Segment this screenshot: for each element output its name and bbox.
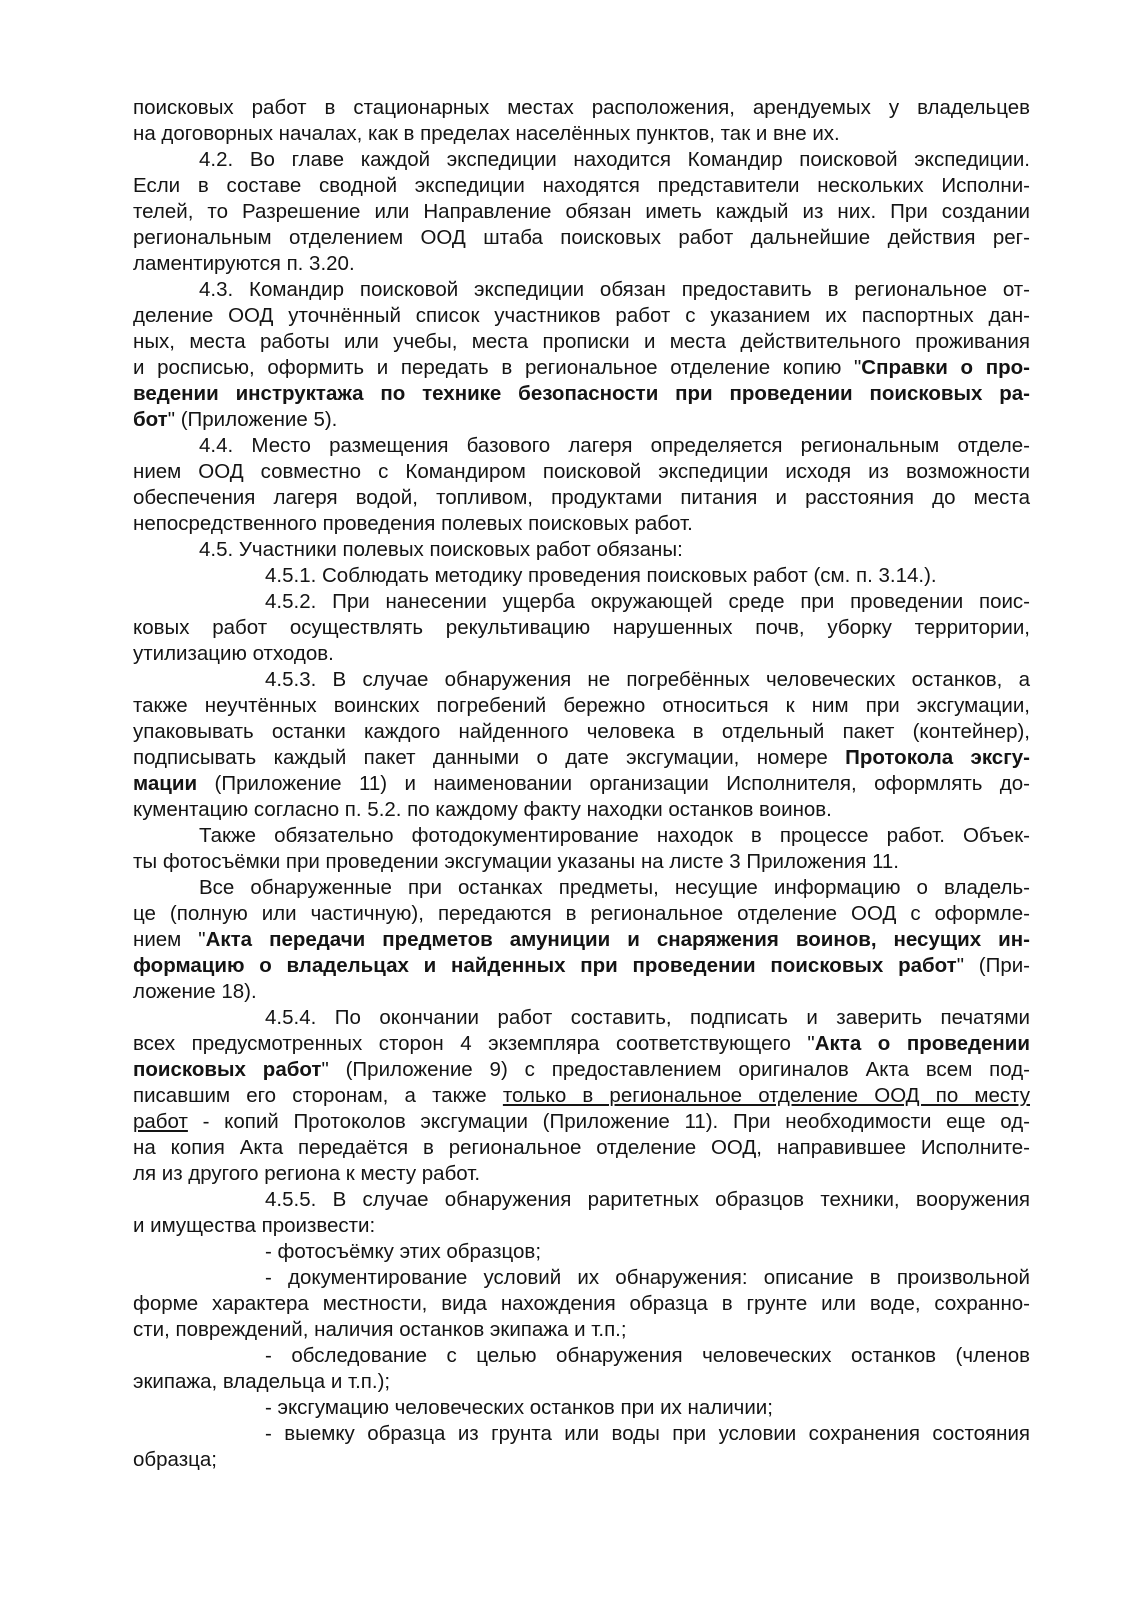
- text-segment: 4.5.2. При нанесении ущерба окружающей среде при проведении поис-: [265, 590, 1030, 613]
- text-segment: образца;: [133, 1448, 217, 1471]
- text-segment: обеспечения лагеря водой, топливом, продуктами питания и расстояния до места: [133, 486, 1030, 509]
- text-line: [133, 745, 1030, 771]
- text-line: [133, 1291, 1030, 1317]
- text-line: [265, 667, 1030, 693]
- text-line: [133, 927, 1030, 953]
- text-segment: ных, места работы или учебы, места прописки и места действительного проживания: [133, 330, 1030, 353]
- text-segment: Если в составе сводной экспедиции находятся представители нескольких Исполни-: [133, 174, 1030, 197]
- text-segment: нием ООД совместно с Командиром поисковой экспедиции исходя из возможности: [133, 460, 1030, 483]
- text-segment: 4.5.1. Соблюдать методику проведения поисковых работ (см. п. 3.14.).: [265, 564, 937, 587]
- text-segment: " (Приложение 5).: [167, 408, 338, 431]
- text-segment: це (полную или частичную), передаются в региональное отделение ООД с оформле-: [133, 902, 1030, 925]
- text-segment: и росписью, оформить и передать в региональное отделение копию ": [133, 356, 862, 379]
- text-segment: - копий Протоколов эксгумации (Приложение 11). При необходимости еще од-: [187, 1110, 1030, 1133]
- text-segment: Все обнаруженные при останках предметы, несущие информацию о владель-: [199, 876, 1030, 899]
- text-segment: 4.5. Участники полевых поисковых работ обязаны:: [199, 538, 683, 561]
- text-line: [133, 1057, 1030, 1083]
- bold-text-segment: ведении инструктажа по технике безопасности при проведении поисковых ра-: [133, 382, 1030, 405]
- text-line: [133, 979, 1030, 1005]
- text-line: [265, 563, 1030, 589]
- bold-text-segment: формацию о владельцах и найденных при проведении поисковых работ: [133, 954, 957, 977]
- text-line: [133, 355, 1030, 381]
- bold-text-segment: Акта о проведении: [814, 1032, 1030, 1055]
- text-line: [265, 1005, 1030, 1031]
- text-segment: - эксгумацию человеческих останков при их наличии;: [265, 1396, 773, 1419]
- text-segment: ложение 18).: [133, 980, 257, 1003]
- text-segment: - документирование условий их обнаружения: описание в произвольной: [265, 1266, 1030, 1289]
- bold-text-segment: бот: [133, 408, 168, 431]
- text-line: [133, 1369, 1030, 1395]
- text-line: [133, 797, 1030, 823]
- text-segment: форме характера местности, вида нахождения образца в грунте или воде, сохранно-: [133, 1292, 1030, 1315]
- text-line: [265, 1239, 1030, 1265]
- text-line: [133, 303, 1030, 329]
- text-segment: ты фотосъёмки при проведении эксгумации указаны на листе 3 Приложения 11.: [133, 850, 899, 873]
- text-segment: телей, то Разрешение или Направление обязан иметь каждый из них. При создании: [133, 200, 1030, 223]
- text-line: [133, 1083, 1030, 1109]
- text-line: [133, 1135, 1030, 1161]
- text-line: [133, 1031, 1030, 1057]
- text-line: [133, 771, 1030, 797]
- text-segment: (Приложение 11) и наименовании организации Исполнителя, оформлять до-: [197, 772, 1030, 795]
- text-line: [133, 459, 1030, 485]
- text-line: [133, 693, 1030, 719]
- text-segment: и имущества произвести:: [133, 1214, 376, 1237]
- bold-text-segment: поисковых работ: [133, 1058, 322, 1081]
- text-line: [133, 641, 1030, 667]
- text-segment: Также обязательно фотодокументирование находок в процессе работ. Объек-: [199, 824, 1030, 847]
- text-line: [133, 329, 1030, 355]
- bold-text-segment: мации: [133, 772, 198, 795]
- text-line: [265, 1343, 1030, 1369]
- text-segment: 4.5.3. В случае обнаружения не погребённых человеческих останков, а: [265, 668, 1030, 691]
- text-line: [199, 433, 1030, 459]
- text-segment: поисковых работ в стационарных местах расположения, арендуемых у владельцев: [133, 96, 1030, 119]
- text-segment: - обследование с целью обнаружения человеческих останков (членов: [265, 1344, 1030, 1367]
- text-line: [265, 589, 1030, 615]
- text-segment: кументацию согласно п. 5.2. по каждому факту находки останков воинов.: [133, 798, 832, 821]
- text-line: [199, 147, 1030, 173]
- text-line: [199, 823, 1030, 849]
- text-segment: ламентируются п. 3.20.: [133, 252, 355, 275]
- text-segment: непосредственного проведения полевых поисковых работ.: [133, 512, 693, 535]
- text-segment: 4.5.4. По окончании работ составить, подписать и заверить печатями: [265, 1006, 1030, 1029]
- text-segment: 4.5.5. В случае обнаружения раритетных образцов техники, вооружения: [265, 1188, 1030, 1211]
- text-line: [133, 173, 1030, 199]
- text-line: [133, 511, 1030, 537]
- text-line: [133, 251, 1030, 277]
- text-segment: региональным отделением ООД штаба поисковых работ дальнейшие действия рег-: [133, 226, 1030, 249]
- text-line: [265, 1265, 1030, 1291]
- text-segment: упаковывать останки каждого найденного человека в отдельный пакет (контейнер),: [133, 720, 1030, 743]
- text-segment: также неучтённых воинских погребений бережно относиться к ним при эксгумации,: [133, 694, 1030, 717]
- bold-text-segment: Акта передачи предметов амуниции и снаряжения воинов, несущих ин-: [205, 928, 1030, 951]
- text-line: [133, 901, 1030, 927]
- text-line: [133, 1213, 1030, 1239]
- text-segment: на договорных началах, как в пределах населённых пунктов, так и вне их.: [133, 122, 840, 145]
- text-line: [133, 849, 1030, 875]
- bold-text-segment: Протокола эксгу-: [845, 746, 1030, 769]
- text-line: [133, 407, 1030, 433]
- text-segment: деление ООД уточнённый список участников работ с указанием их паспортных дан-: [133, 304, 1030, 327]
- text-line: [133, 225, 1030, 251]
- text-line: [133, 95, 1030, 121]
- text-line: [133, 1447, 1030, 1473]
- bold-text-segment: Справки о про-: [861, 356, 1030, 379]
- underlined-text-segment: только в региональное отделение ООД по месту: [502, 1084, 1030, 1107]
- text-segment: ковых работ осуществлять рекультивацию нарушенных почв, уборку территории,: [133, 616, 1030, 639]
- text-line: [199, 537, 1030, 563]
- text-segment: подписывать каждый пакет данными о дате эксгумации, номере: [133, 746, 846, 769]
- text-line: [133, 1109, 1030, 1135]
- text-segment: сти, повреждений, наличия останков экипажа и т.п.;: [133, 1318, 627, 1341]
- text-line: [199, 875, 1030, 901]
- text-segment: - фотосъёмку этих образцов;: [265, 1240, 542, 1263]
- text-segment: писавшим его сторонам, а также: [133, 1084, 503, 1107]
- text-segment: - выемку образца из грунта или воды при условии сохранения состояния: [265, 1422, 1030, 1445]
- text-line: [265, 1187, 1030, 1213]
- text-line: [133, 953, 1030, 979]
- text-line: [133, 1317, 1030, 1343]
- underlined-text-segment: работ: [133, 1110, 188, 1133]
- text-segment: нием ": [133, 928, 206, 951]
- text-line: [265, 1395, 1030, 1421]
- text-segment: 4.2. Во главе каждой экспедиции находится Командир поисковой экспедиции.: [199, 148, 1030, 171]
- text-line: [133, 719, 1030, 745]
- text-segment: утилизацию отходов.: [133, 642, 334, 665]
- text-line: [133, 485, 1030, 511]
- text-line: [265, 1421, 1030, 1447]
- text-line: [199, 277, 1030, 303]
- text-segment: всех предусмотренных сторон 4 экземпляра соответствующего ": [133, 1032, 815, 1055]
- text-segment: 4.3. Командир поисковой экспедиции обязан предоставить в региональное от-: [199, 278, 1030, 301]
- text-segment: 4.4. Место размещения базового лагеря определяется региональным отделе-: [199, 434, 1030, 457]
- text-segment: экипажа, владельца и т.п.);: [133, 1370, 391, 1393]
- text-line: [133, 1161, 1030, 1187]
- text-line: [133, 121, 1030, 147]
- text-segment: " (При-: [956, 954, 1031, 977]
- text-line: [133, 199, 1030, 225]
- text-segment: ля из другого региона к месту работ.: [133, 1162, 481, 1185]
- text-line: [133, 615, 1030, 641]
- text-line: [133, 381, 1030, 407]
- text-segment: " (Приложение 9) с предоставлением оригиналов Акта всем под-: [321, 1058, 1031, 1081]
- text-segment: на копия Акта передаётся в региональное отделение ООД, направившее Исполните-: [133, 1136, 1030, 1159]
